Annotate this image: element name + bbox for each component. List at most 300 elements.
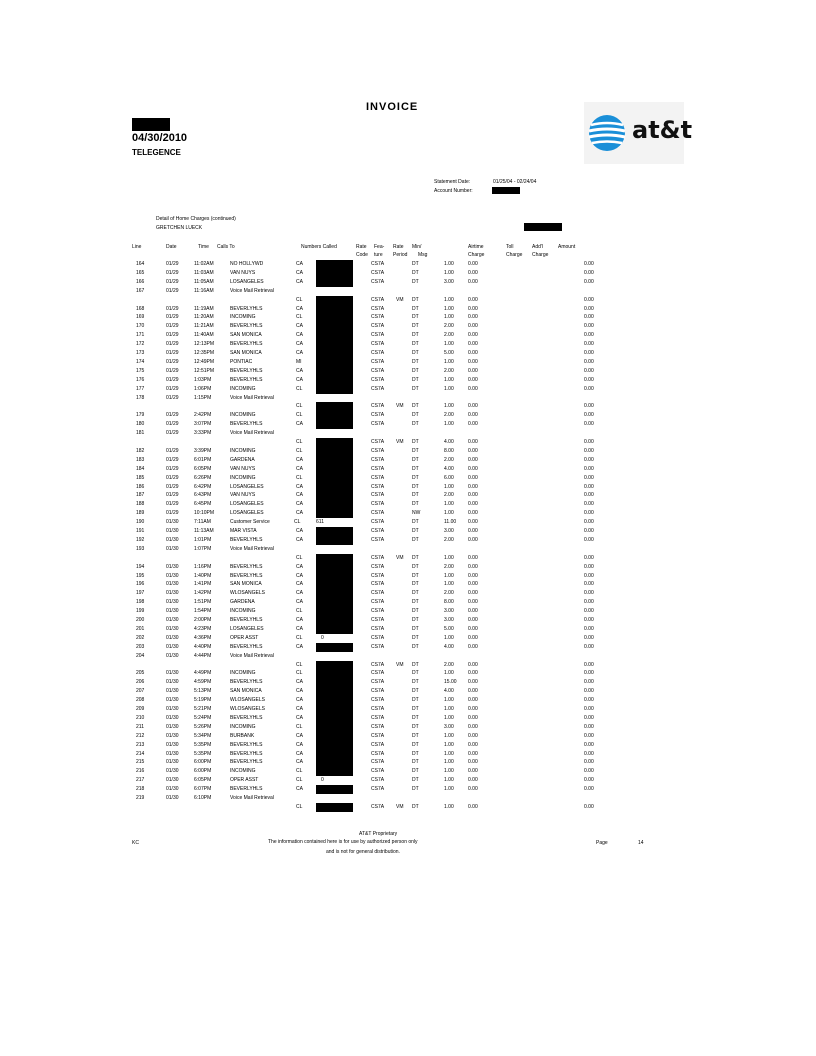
row-minutes: 1.00 — [444, 768, 454, 775]
row-date: 01/30 — [166, 572, 179, 579]
row-calls-to: Voice Mail Retrieval — [230, 652, 274, 659]
account-redaction — [492, 187, 520, 194]
statement-date-value: 01/25/04 - 02/24/04 — [493, 179, 537, 185]
row-time: 1:07PM — [194, 545, 212, 552]
number-redaction — [316, 402, 353, 411]
number-redaction — [316, 367, 353, 376]
row-line: 182 — [136, 447, 145, 454]
number-redaction — [316, 527, 353, 536]
row-calls-to: WLOSANGELS — [230, 697, 266, 704]
number-redaction — [316, 260, 353, 269]
row-line: 168 — [136, 305, 145, 312]
row-amount: 0.00 — [584, 723, 594, 730]
table-row — [0, 741, 816, 750]
table-row — [0, 411, 816, 420]
table-row — [0, 696, 816, 705]
row-date: 01/30 — [166, 519, 179, 526]
row-amount: 0.00 — [584, 670, 594, 677]
row-minutes: 1.00 — [444, 697, 454, 704]
row-line: 202 — [136, 634, 145, 641]
row-rate-period: VM — [396, 439, 404, 445]
row-min-msg: DT — [412, 483, 419, 490]
row-minutes: 1.00 — [444, 403, 454, 410]
row-time: 4:59PM — [194, 679, 212, 686]
table-row — [0, 714, 816, 723]
row-minutes: 2.00 — [444, 412, 454, 419]
number-redaction — [316, 563, 353, 572]
number-redaction — [316, 385, 353, 394]
col-line: Line — [132, 244, 142, 250]
row-date: 01/30 — [166, 777, 179, 784]
row-rate-code: CS7A — [371, 501, 385, 508]
row-line: 172 — [136, 341, 145, 348]
row-state: CA — [296, 688, 303, 695]
table-row — [0, 429, 816, 438]
row-time: 11:19AM — [194, 305, 214, 312]
row-rate-code: CS7A — [371, 688, 385, 695]
row-state: CA — [296, 732, 303, 739]
row-number-called: 0 — [321, 634, 324, 641]
table-row — [0, 794, 816, 803]
row-state: CL — [296, 385, 303, 392]
row-minutes: 3.00 — [444, 608, 454, 615]
row-time: 1:16PM — [194, 563, 212, 570]
row-date: 01/30 — [166, 643, 179, 650]
number-redaction — [316, 643, 353, 652]
table-row — [0, 652, 816, 661]
number-redaction — [316, 607, 353, 616]
number-redaction — [316, 456, 353, 465]
row-date: 01/30 — [166, 625, 179, 632]
row-state: CL — [296, 403, 303, 410]
row-line: 186 — [136, 483, 145, 490]
row-line: 166 — [136, 278, 145, 285]
row-airtime: 0.00 — [468, 634, 478, 641]
row-line: 185 — [136, 474, 145, 481]
row-rate-code: CS7A — [371, 296, 385, 303]
row-airtime: 0.00 — [468, 625, 478, 632]
row-rate-code: CS7A — [371, 269, 385, 276]
row-airtime: 0.00 — [468, 358, 478, 365]
row-airtime: 0.00 — [468, 403, 478, 410]
row-rate-code: CS7A — [371, 581, 385, 588]
redaction-block — [132, 118, 170, 131]
row-calls-to: VAN NUYS — [230, 269, 256, 276]
row-state: CA — [296, 750, 303, 757]
row-rate-code: CS7A — [371, 439, 385, 445]
row-amount: 0.00 — [584, 759, 594, 766]
row-line: 176 — [136, 376, 145, 383]
row-minutes: 1.00 — [444, 358, 454, 365]
row-date: 01/30 — [166, 795, 179, 801]
row-amount: 0.00 — [584, 697, 594, 704]
row-time: 11:20AM — [194, 314, 214, 321]
col-rate-period-2: Period — [393, 252, 408, 258]
row-date: 01/29 — [166, 430, 179, 437]
row-min-msg: DT — [412, 617, 419, 623]
row-calls-to: OPER ASST — [230, 777, 259, 784]
row-date: 01/29 — [166, 447, 179, 454]
row-minutes: 1.00 — [444, 732, 454, 739]
row-amount: 0.00 — [584, 679, 594, 686]
table-row — [0, 483, 816, 492]
row-min-msg: DT — [412, 269, 419, 276]
row-line: 192 — [136, 536, 145, 543]
row-time: 2:42PM — [194, 412, 212, 419]
row-minutes: 1.00 — [444, 376, 454, 383]
row-min-msg: DT — [412, 563, 419, 570]
row-rate-code: CS7A — [371, 625, 385, 632]
row-min-msg: DT — [412, 341, 419, 348]
row-date: 01/30 — [166, 563, 179, 570]
footer-disclaimer-2: and is not for general distribution. — [326, 849, 400, 855]
row-rate-code: CS7A — [371, 554, 385, 561]
table-row — [0, 661, 816, 670]
row-state: CA — [296, 528, 303, 534]
col-feature-2: ture — [374, 252, 383, 258]
row-minutes: 1.00 — [444, 305, 454, 312]
row-date: 01/30 — [166, 768, 179, 775]
row-minutes: 1.00 — [444, 483, 454, 490]
table-row — [0, 669, 816, 678]
row-minutes: 8.00 — [444, 599, 454, 606]
row-date: 01/29 — [166, 332, 179, 339]
row-airtime: 0.00 — [468, 350, 478, 356]
row-amount: 0.00 — [584, 492, 594, 499]
number-redaction — [316, 278, 353, 287]
row-amount: 0.00 — [584, 350, 594, 356]
row-line: 196 — [136, 581, 145, 588]
row-min-msg: DT — [412, 358, 419, 365]
row-state: CA — [296, 617, 303, 623]
row-line: 205 — [136, 670, 145, 677]
statement-date-label: Statement Date: — [434, 179, 471, 185]
number-redaction — [316, 313, 353, 322]
row-calls-to: BEVERLYHLS — [230, 741, 263, 748]
table-row — [0, 349, 816, 358]
row-time: 1:03PM — [194, 376, 212, 383]
row-calls-to: LOSANGELES — [230, 483, 264, 490]
row-rate-code: CS7A — [371, 697, 385, 704]
row-amount: 0.00 — [584, 625, 594, 632]
row-airtime: 0.00 — [468, 483, 478, 490]
row-min-msg: DT — [412, 447, 419, 454]
row-date: 01/30 — [166, 670, 179, 677]
row-rate-code: CS7A — [371, 706, 385, 712]
row-calls-to: BEVERLYHLS — [230, 679, 263, 686]
row-amount: 0.00 — [584, 714, 594, 721]
row-number-called: 611 — [316, 519, 324, 526]
row-line: 216 — [136, 768, 145, 775]
row-airtime: 0.00 — [468, 803, 478, 810]
row-line: 178 — [136, 394, 145, 401]
row-min-msg: DT — [412, 599, 419, 606]
number-redaction — [316, 500, 353, 509]
row-line: 194 — [136, 563, 145, 570]
row-state: CL — [296, 412, 303, 419]
row-amount: 0.00 — [584, 519, 594, 526]
row-rate-code: CS7A — [371, 777, 385, 784]
row-line: 207 — [136, 688, 145, 695]
row-state: CL — [296, 723, 303, 730]
row-calls-to: BEVERLYHLS — [230, 759, 263, 766]
row-rate-code: CS7A — [371, 670, 385, 677]
row-calls-to: GARDENA — [230, 599, 255, 606]
row-calls-to: BEVERLYHLS — [230, 376, 263, 383]
row-time: 5:35PM — [194, 741, 212, 748]
number-redaction — [316, 438, 353, 447]
row-state: CL — [296, 439, 303, 445]
row-airtime: 0.00 — [468, 465, 478, 472]
row-state: CL — [296, 296, 303, 303]
row-min-msg: DT — [412, 741, 419, 748]
row-state: CA — [296, 305, 303, 312]
row-calls-to: GARDENA — [230, 456, 255, 463]
row-time: 2:00PM — [194, 617, 212, 623]
row-amount: 0.00 — [584, 323, 594, 330]
row-line: 215 — [136, 759, 145, 766]
table-row — [0, 331, 816, 340]
row-rate-code: CS7A — [371, 421, 385, 428]
row-line: 211 — [136, 723, 144, 730]
name-redaction — [524, 223, 562, 231]
row-date: 01/29 — [166, 341, 179, 348]
row-min-msg: DT — [412, 777, 419, 784]
row-date: 01/29 — [166, 287, 179, 294]
row-date: 01/29 — [166, 278, 179, 285]
row-calls-to: SAN MONICA — [230, 350, 262, 356]
table-row — [0, 732, 816, 741]
number-redaction — [316, 465, 353, 474]
row-airtime: 0.00 — [468, 510, 478, 517]
row-minutes: 1.00 — [444, 634, 454, 641]
table-row — [0, 367, 816, 376]
table-row — [0, 518, 816, 527]
row-time: 1:15PM — [194, 394, 212, 401]
row-time: 3:33PM — [194, 430, 212, 437]
row-state: CL — [296, 447, 303, 454]
row-line: 217 — [136, 777, 145, 784]
row-line: 177 — [136, 385, 145, 392]
number-redaction — [316, 420, 353, 429]
row-min-msg: DT — [412, 706, 419, 712]
row-airtime: 0.00 — [468, 269, 478, 276]
row-state: CA — [296, 741, 303, 748]
table-row — [0, 634, 816, 643]
row-date: 01/30 — [166, 679, 179, 686]
row-rate-code: CS7A — [371, 572, 385, 579]
row-calls-to: BEVERLYHLS — [230, 341, 263, 348]
row-time: 1:01PM — [194, 536, 212, 543]
row-line: 195 — [136, 572, 145, 579]
row-airtime: 0.00 — [468, 661, 478, 668]
row-minutes: 1.00 — [444, 385, 454, 392]
row-amount: 0.00 — [584, 706, 594, 712]
row-minutes: 4.00 — [444, 439, 454, 445]
row-min-msg: DT — [412, 403, 419, 410]
number-redaction — [316, 732, 353, 741]
row-state: CL — [296, 314, 303, 321]
row-rate-period: VM — [396, 803, 404, 810]
row-line: 180 — [136, 421, 145, 428]
table-row — [0, 607, 816, 616]
row-line: 208 — [136, 697, 145, 704]
row-state: CL — [296, 661, 303, 668]
row-airtime: 0.00 — [468, 679, 478, 686]
number-redaction — [316, 678, 353, 687]
row-min-msg: DT — [412, 385, 419, 392]
row-date: 01/30 — [166, 590, 179, 597]
row-rate-code: CS7A — [371, 732, 385, 739]
row-rate-code: CS7A — [371, 786, 385, 793]
number-redaction — [316, 598, 353, 607]
table-row — [0, 758, 816, 767]
row-calls-to: INCOMING — [230, 385, 256, 392]
row-minutes: 3.00 — [444, 278, 454, 285]
row-airtime: 0.00 — [468, 688, 478, 695]
row-rate-period: VM — [396, 554, 404, 561]
row-min-msg: DT — [412, 278, 419, 285]
row-state: CL — [296, 768, 303, 775]
row-min-msg: DT — [412, 679, 419, 686]
row-date: 01/30 — [166, 688, 179, 695]
table-row — [0, 465, 816, 474]
table-row — [0, 491, 816, 500]
number-redaction — [316, 669, 353, 678]
row-rate-code: CS7A — [371, 590, 385, 597]
row-amount: 0.00 — [584, 341, 594, 348]
row-amount: 0.00 — [584, 474, 594, 481]
row-airtime: 0.00 — [468, 741, 478, 748]
row-state: MI — [296, 358, 302, 365]
row-airtime: 0.00 — [468, 528, 478, 534]
number-redaction — [316, 741, 353, 750]
row-minutes: 1.00 — [444, 510, 454, 517]
row-amount: 0.00 — [584, 510, 594, 517]
number-redaction — [316, 483, 353, 492]
row-calls-to: INCOMING — [230, 447, 256, 454]
row-amount: 0.00 — [584, 786, 594, 793]
row-date: 01/30 — [166, 697, 179, 704]
col-rate-code: Rate — [356, 244, 367, 250]
row-rate-code: CS7A — [371, 803, 385, 810]
number-redaction — [316, 509, 353, 518]
row-calls-to: LOSANGELES — [230, 625, 264, 632]
row-time: 7:11AM — [194, 519, 211, 526]
row-calls-to: BEVERLYHLS — [230, 750, 263, 757]
number-redaction — [316, 411, 353, 420]
table-row — [0, 527, 816, 536]
row-airtime: 0.00 — [468, 768, 478, 775]
row-rate-code: CS7A — [371, 714, 385, 721]
number-redaction — [316, 474, 353, 483]
row-minutes: 1.00 — [444, 786, 454, 793]
row-time: 6:43PM — [194, 492, 212, 499]
row-min-msg: DT — [412, 572, 419, 579]
row-amount: 0.00 — [584, 688, 594, 695]
row-time: 3:07PM — [194, 421, 212, 428]
row-rate-code: CS7A — [371, 723, 385, 730]
number-redaction — [316, 758, 353, 767]
row-state: CL — [296, 803, 303, 810]
row-minutes: 1.00 — [444, 421, 454, 428]
row-minutes: 4.00 — [444, 465, 454, 472]
row-amount: 0.00 — [584, 447, 594, 454]
row-time: 4:23PM — [194, 625, 212, 632]
table-row — [0, 287, 816, 296]
row-date: 01/30 — [166, 750, 179, 757]
row-time: 6:05PM — [194, 465, 212, 472]
row-rate-code: CS7A — [371, 519, 385, 526]
row-date: 01/30 — [166, 786, 179, 793]
number-redaction — [316, 714, 353, 723]
account-number-label: Account Number: — [434, 188, 473, 194]
row-state: CA — [296, 367, 303, 374]
row-rate-code: CS7A — [371, 768, 385, 775]
row-calls-to: BEVERLYHLS — [230, 421, 263, 428]
row-amount: 0.00 — [584, 803, 594, 810]
table-row — [0, 625, 816, 634]
row-airtime: 0.00 — [468, 786, 478, 793]
row-minutes: 2.00 — [444, 323, 454, 330]
table-row — [0, 589, 816, 598]
row-min-msg: DT — [412, 528, 419, 534]
row-line: 199 — [136, 608, 145, 615]
row-time: 6:45PM — [194, 501, 212, 508]
row-rate-code: CS7A — [371, 617, 385, 623]
col-min-msg: Min/ — [412, 244, 422, 250]
row-rate-code: CS7A — [371, 643, 385, 650]
row-min-msg: DT — [412, 723, 419, 730]
number-redaction — [316, 785, 353, 794]
row-date: 01/29 — [166, 492, 179, 499]
row-date: 01/30 — [166, 714, 179, 721]
row-amount: 0.00 — [584, 305, 594, 312]
row-state: CA — [296, 350, 303, 356]
row-date: 01/29 — [166, 261, 179, 267]
row-state: CL — [296, 670, 303, 677]
row-rate-code: CS7A — [371, 599, 385, 606]
row-min-msg: DT — [412, 305, 419, 312]
row-airtime: 0.00 — [468, 412, 478, 419]
row-line: 219 — [136, 795, 145, 801]
row-min-msg: DT — [412, 367, 419, 374]
row-airtime: 0.00 — [468, 697, 478, 704]
table-row — [0, 438, 816, 447]
row-amount: 0.00 — [584, 581, 594, 588]
col-addl-2: Charge — [532, 252, 549, 258]
row-rate-code: CS7A — [371, 465, 385, 472]
row-airtime: 0.00 — [468, 536, 478, 543]
row-amount: 0.00 — [584, 572, 594, 579]
row-calls-to: VAN NUYS — [230, 492, 256, 499]
col-numbers-called: Numbers Called — [301, 244, 337, 250]
row-airtime: 0.00 — [468, 296, 478, 303]
row-calls-to: Voice Mail Retrieval — [230, 394, 274, 401]
row-min-msg: DT — [412, 323, 419, 330]
row-min-msg: DT — [412, 732, 419, 739]
row-minutes: 1.00 — [444, 706, 454, 712]
row-airtime: 0.00 — [468, 474, 478, 481]
row-date: 01/30 — [166, 706, 179, 712]
table-row — [0, 678, 816, 687]
row-rate-code: CS7A — [371, 314, 385, 321]
row-minutes: 1.00 — [444, 741, 454, 748]
row-date: 01/30 — [166, 759, 179, 766]
row-airtime: 0.00 — [468, 341, 478, 348]
table-row — [0, 580, 816, 589]
row-state: CA — [296, 510, 303, 517]
